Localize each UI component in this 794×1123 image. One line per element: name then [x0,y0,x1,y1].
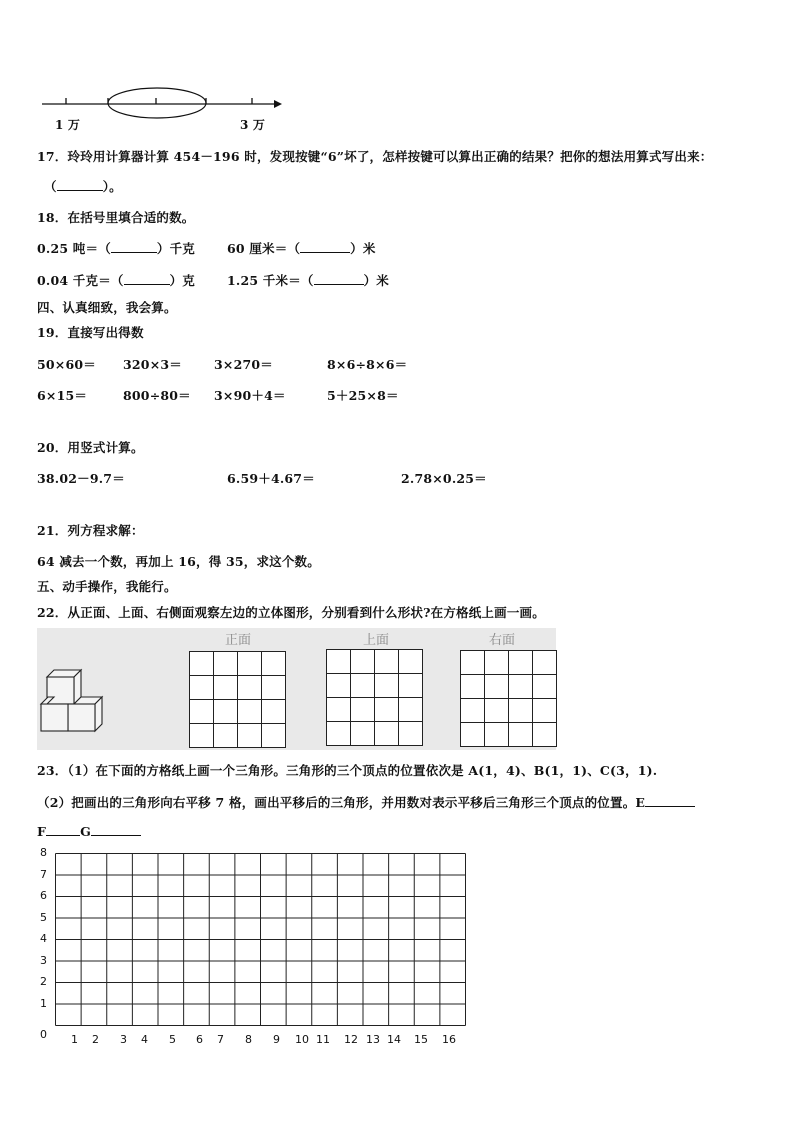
q18-blank-3[interactable] [124,272,170,285]
q19-r2-c1: 6×15＝ [37,388,88,403]
q20-title: 20．用竖式计算。 [37,440,144,455]
x-axis-label: 1 [71,1033,78,1046]
right-view-grid[interactable] [460,650,557,747]
y-axis-label: 8 [40,846,47,859]
y-axis-label: 5 [40,910,47,924]
x-axis-label: 13 [366,1033,380,1046]
section-5-heading: 五、动手操作，我能行。 [37,579,177,594]
q18-item-4: 1.25 千米＝（ ）米 [227,273,390,288]
q17-open-paren: （ [44,179,57,194]
x-axis-label: 10 [295,1033,309,1046]
q20-item-1: 38.02－9.7＝ [37,471,125,486]
y-axis-label: 2 [40,975,47,988]
numberline-left-label: 1 万 [55,118,81,132]
q19-r2-c3: 3×90＋4＝ [214,388,286,403]
view-label-right: 右面 [489,633,516,648]
q18-title: 18．在括号里填合适的数。 [37,210,195,225]
top-view-grid[interactable] [326,649,423,746]
x-axis-label: 7 [217,1033,224,1046]
view-label-front: 正面 [225,633,252,648]
q19-r1-c1: 50×60＝ [37,357,96,372]
q18-item-1: 0.25 吨＝（ ）千克 [37,241,196,256]
y-axis-label: 7 [40,867,47,881]
x-axis-label: 5 [169,1033,176,1046]
q20-item-3: 2.78×0.25＝ [401,471,487,486]
q19-title: 19．直接写出得数 [37,325,144,340]
q21-title: 21．列方程求解： [37,523,144,538]
q20-item-2: 6.59＋4.67＝ [227,471,315,486]
front-view-grid[interactable] [189,651,286,748]
x-axis-label: 16 [442,1033,456,1046]
coordinate-grid[interactable] [55,853,468,1028]
q23-g-blank[interactable] [91,823,141,836]
q17-text: 17．玲玲用计算器计算 454－196 时，发现按键“6”坏了，怎样按键可以算出正确的结果？把你的想法用算式写出来： [37,149,713,164]
q19-r2-c2: 800÷80＝ [123,388,191,403]
x-axis-label: 4 [141,1033,148,1046]
q22-title: 22．从正面、上面、右侧面观察左边的立体图形，分别看到什么形状?在方格纸上画一画。 [37,605,545,620]
y-axis-label: 3 [40,953,47,967]
x-axis-label: 14 [387,1033,401,1046]
q23-part1: 23．（1）在下面的方格纸上画一个三角形。三角形的三个顶点的位置依次是 A(1，4)、B(1，1)、C(3，1). [37,763,658,778]
numberline-right-label: 3 万 [240,118,266,132]
x-axis-label: 8 [245,1033,252,1046]
x-axis-label: 9 [273,1033,280,1046]
x-axis-label: 15 [414,1033,428,1046]
q23-part2: （2）把画出的三角形向右平移 7 格，画出平移后的三角形，并用数对表示平移后三角形三个顶点的位置。E [37,793,695,811]
q23-e-blank[interactable] [645,794,695,807]
q23-g-label: G [80,824,91,839]
q18-blank-1[interactable] [111,240,157,253]
cube-stack-figure [37,665,112,745]
q19-r2-c4: 5＋25×8＝ [327,388,399,403]
x-axis-label: 11 [316,1033,330,1046]
q17-close-paren: ）。 [102,179,122,194]
x-axis-label: 6 [196,1033,203,1046]
section-4-heading: 四、认真细致，我会算。 [37,300,177,315]
x-axis-label: 12 [344,1033,358,1046]
q17-answer [44,177,122,195]
x-axis-label: 2 [92,1033,99,1046]
q23-f-blank[interactable] [46,823,80,836]
q18-blank-2[interactable] [300,240,350,253]
q18-blank-4[interactable] [314,272,364,285]
q23-fg-line [37,823,141,839]
y-axis-label: 1 [40,996,47,1010]
view-label-top: 上面 [363,633,390,648]
q19-r1-c2: 320×3＝ [123,357,182,372]
y-axis-label: 0 [40,1028,47,1041]
y-axis-label: 6 [40,889,47,902]
q21-text: 64 减去一个数，再加上 16，得 35，求这个数。 [37,554,320,569]
q23-f-label: F [37,824,47,839]
q19-r1-c4: 8×6÷8×6＝ [327,357,408,372]
q19-r1-c3: 3×270＝ [214,357,273,372]
x-axis-label: 3 [120,1033,127,1046]
q18-item-3: 0.04 千克＝（ ）克 [37,273,196,288]
q17-answer-blank[interactable] [57,178,103,191]
q18-item-2: 60 厘米＝（ ）米 [227,241,376,256]
y-axis-label: 4 [40,932,47,945]
